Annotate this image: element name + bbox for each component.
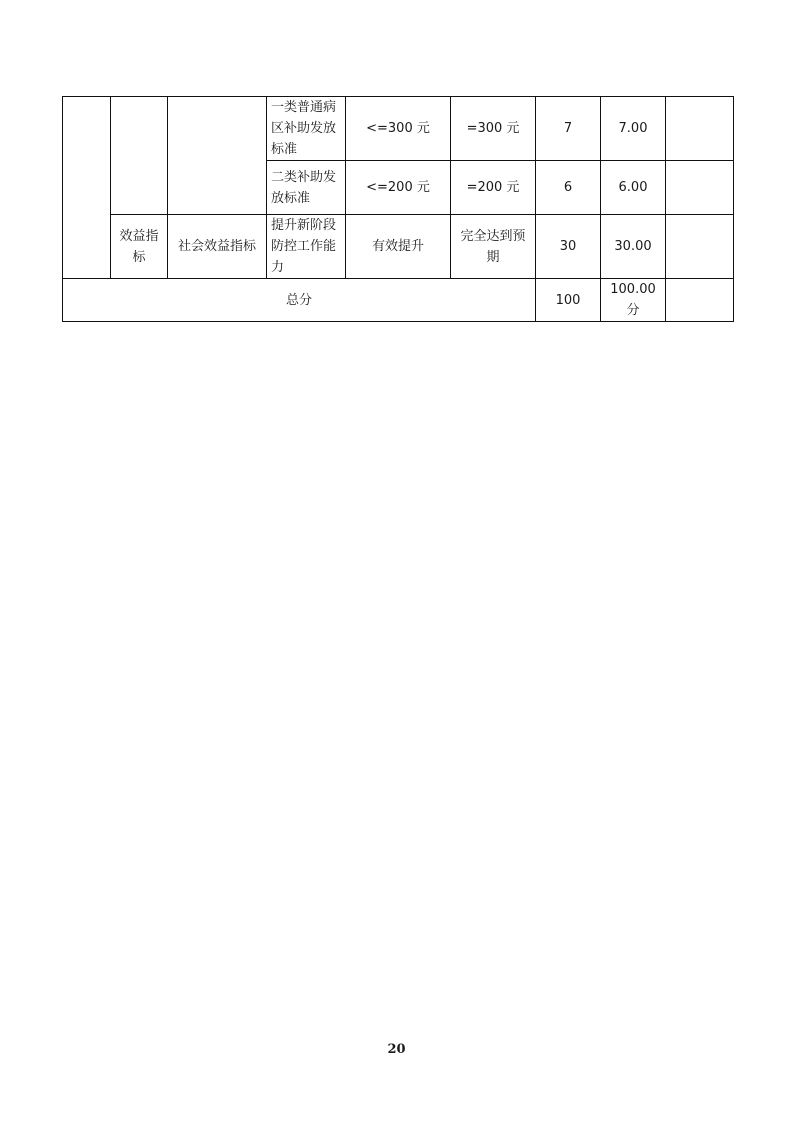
performance-score-table: [62, 96, 734, 322]
actual-cell: 完全达到预期: [451, 215, 536, 279]
third-level-cell: 社会效益指标: [168, 215, 267, 279]
indicator-cell: 二类补助发放标准: [267, 161, 346, 215]
note-cell: [666, 215, 734, 279]
note-cell: [666, 97, 734, 161]
target-cell: 有效提升: [346, 215, 451, 279]
second-level-cell: 效益指标: [111, 215, 168, 279]
actual-cell: =200 元: [451, 161, 536, 215]
weight-cell: 7: [536, 97, 601, 161]
indicator-cell: 一类普通病区补助发放标准: [267, 97, 346, 161]
total-row: [63, 279, 734, 322]
second-level-cell: [111, 97, 168, 215]
note-cell: [666, 161, 734, 215]
table-row: [63, 215, 734, 279]
table-row: [63, 97, 734, 161]
score-cell: 6.00: [601, 161, 666, 215]
weight-cell: 6: [536, 161, 601, 215]
page-number: 20: [387, 1042, 406, 1057]
indicator-cell: 提升新阶段防控工作能力: [267, 215, 346, 279]
total-weight: 100: [536, 279, 601, 322]
target-cell: <=300 元: [346, 97, 451, 161]
third-level-cell: [168, 97, 267, 215]
total-note: [666, 279, 734, 322]
score-cell: 30.00: [601, 215, 666, 279]
total-score: 100.00分: [601, 279, 666, 322]
actual-cell: =300 元: [451, 97, 536, 161]
total-label: 总分: [63, 279, 536, 322]
target-cell: <=200 元: [346, 161, 451, 215]
weight-cell: 30: [536, 215, 601, 279]
score-cell: 7.00: [601, 97, 666, 161]
first-level-cell: [63, 97, 111, 279]
